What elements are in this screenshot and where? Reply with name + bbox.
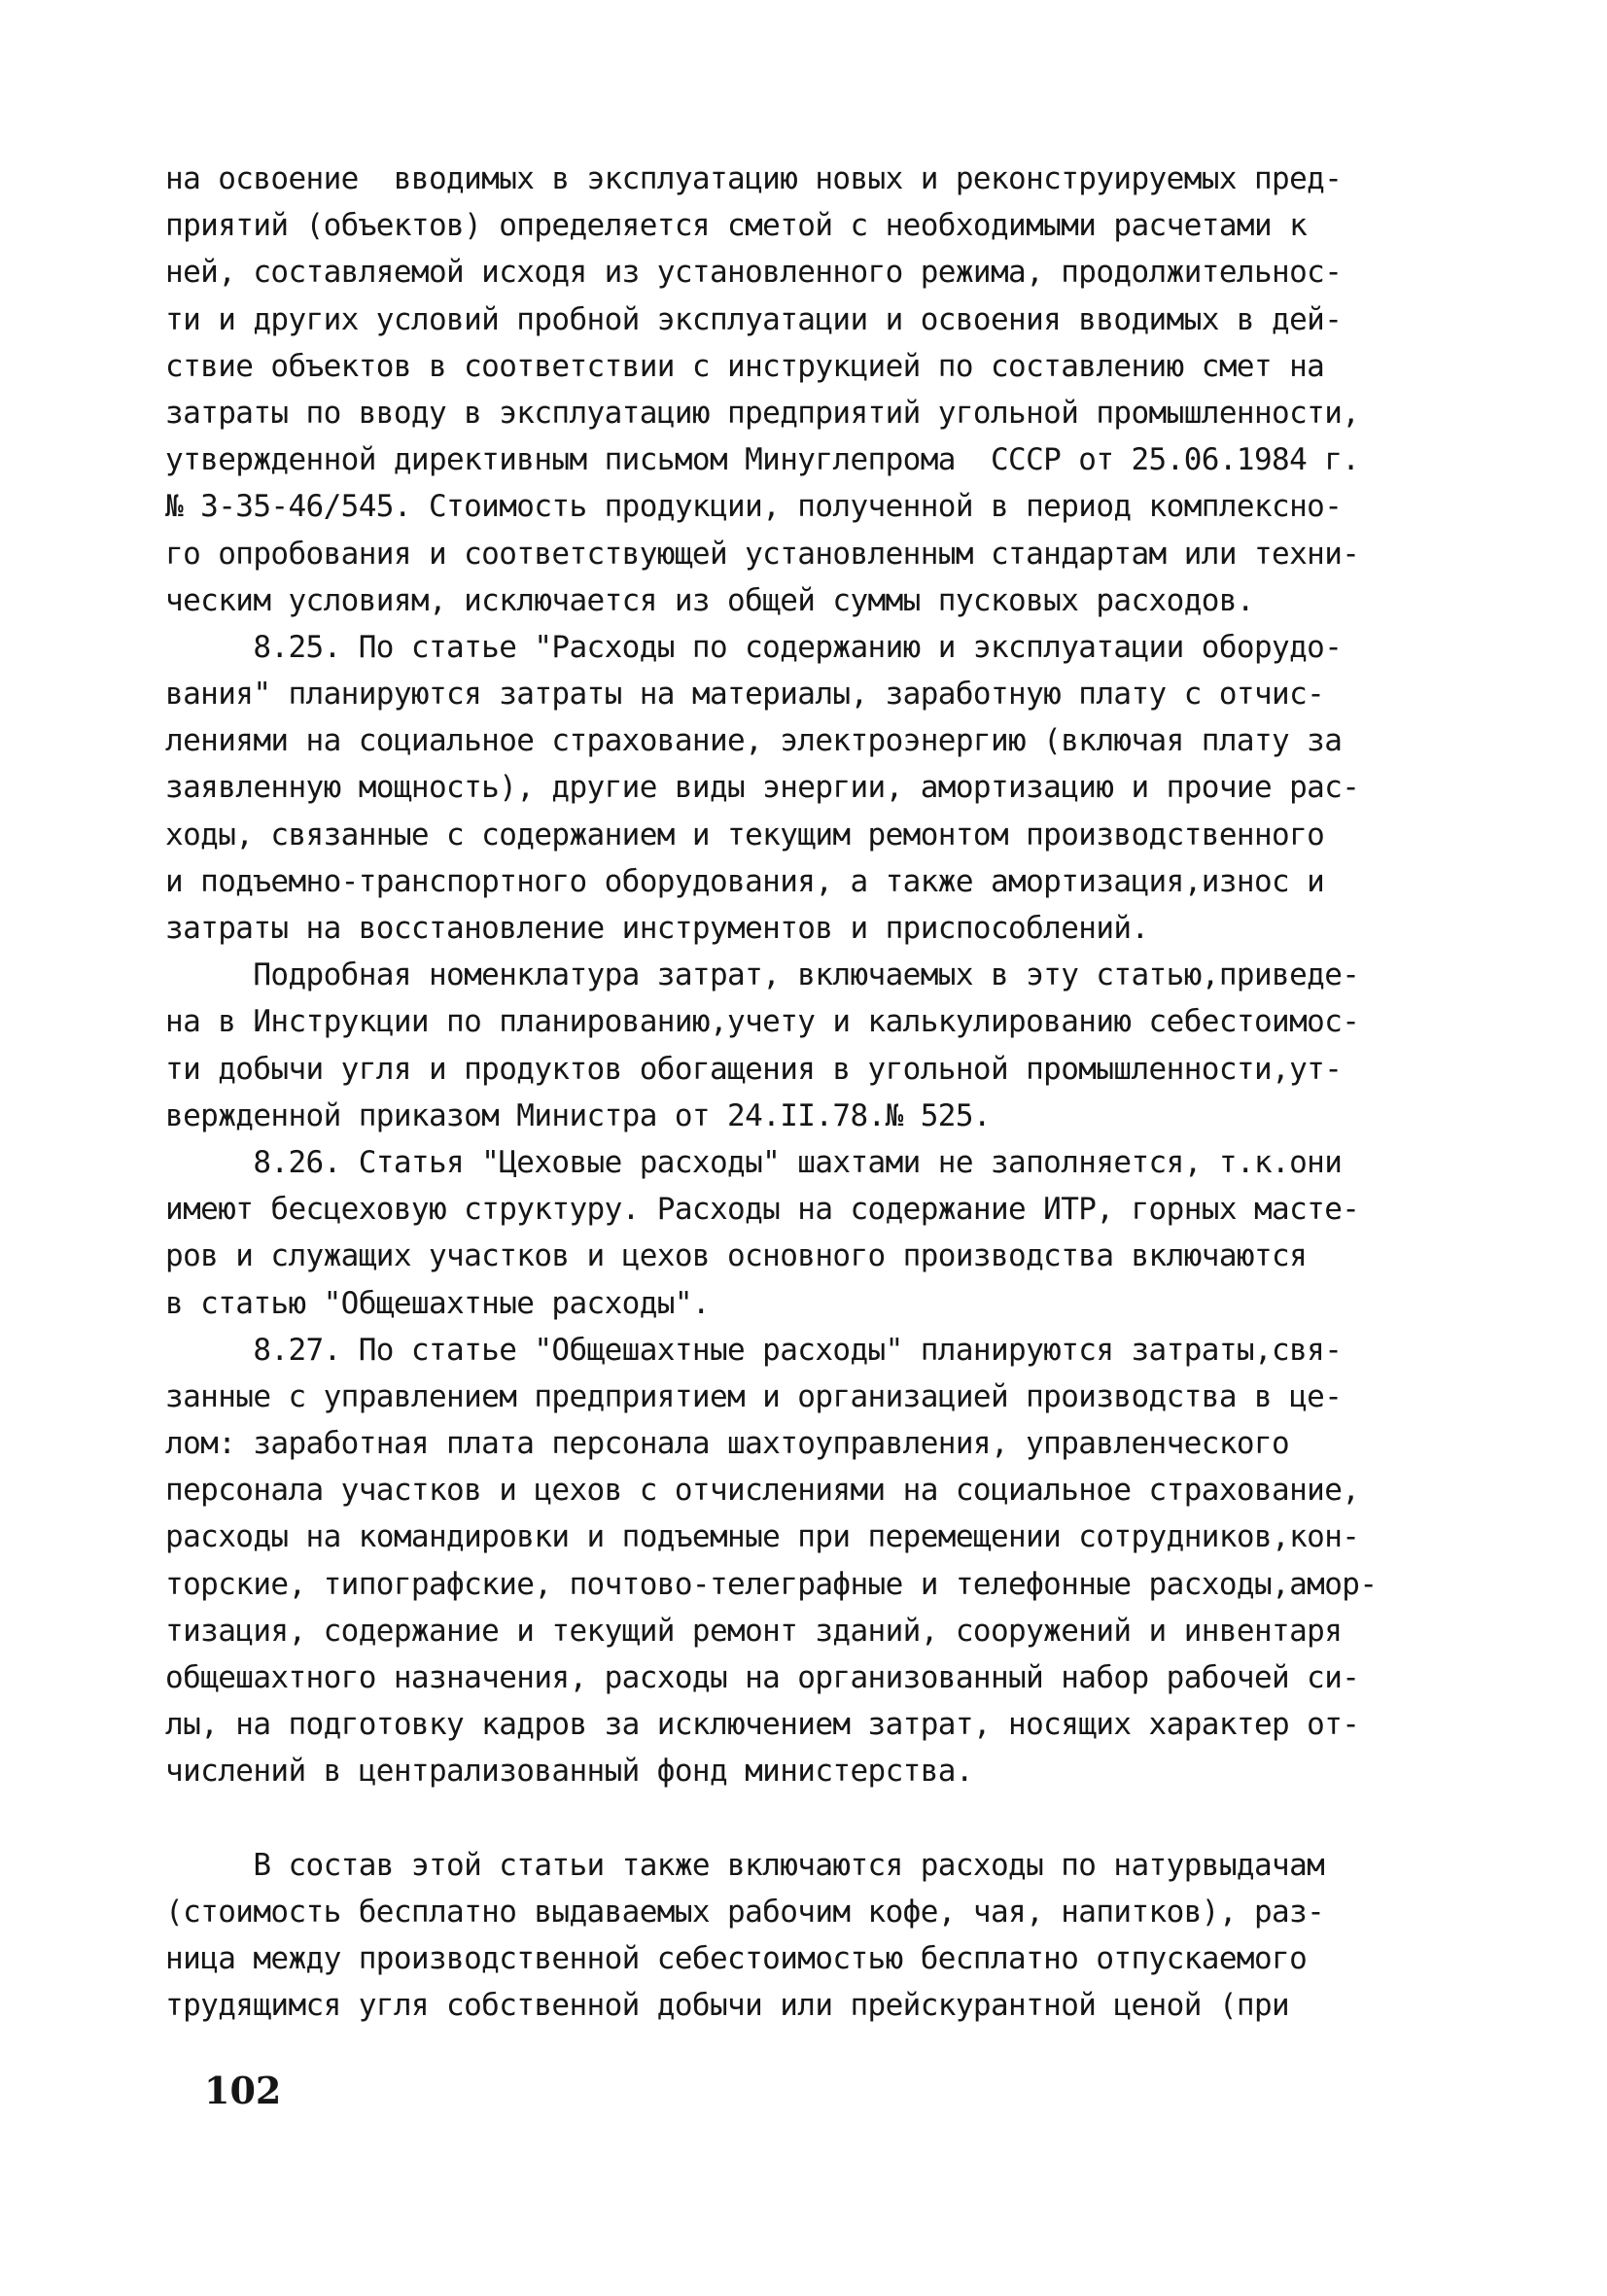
body-text: [165, 156, 1526, 2030]
text-line: затраты на восстановление инструментов и приспособлений.: [165, 911, 1149, 946]
text-line: трудящимся угля собственной добычи или прейскурантной ценой (при: [165, 1988, 1290, 2024]
text-line: на освоение вводимых в эксплуатацию новых и реконструируемых пред-: [165, 161, 1343, 196]
text-line: лениями на социальное страхование, электроэнергию (включая плату за: [165, 723, 1343, 759]
text-line: В состав этой статьи также включаются расходы по натурвыдачам: [165, 1847, 1325, 1883]
text-line: 8.26. Статья "Цеховые расходы" шахтами не заполняется, т.к.они: [165, 1144, 1343, 1180]
text-line: 8.27. По статье "Общешахтные расходы" планируются затраты,свя-: [165, 1332, 1343, 1368]
text-line: ти и других условий пробной эксплуатации и освоения вводимых в дей-: [165, 301, 1343, 337]
text-line: вержденной приказом Министра от 24.II.78.№ 525.: [165, 1097, 991, 1133]
text-line: затраты по вводу в эксплуатацию предприятий угольной промышленности,: [165, 395, 1360, 431]
page-number: 102: [204, 2069, 282, 2112]
text-line: [165, 1795, 1526, 1842]
text-line: ров и служащих участков и цехов основного производства включаются: [165, 1238, 1308, 1274]
text-line: № 3-35-46/545. Стоимость продукции, полученной в период комплексно-: [165, 489, 1343, 525]
text-line: ти добычи угля и продуктов обогащения в угольной промышленности,ут-: [165, 1051, 1343, 1087]
text-line: лом: заработная плата персонала шахтоуправления, управленческого: [165, 1426, 1290, 1462]
text-line: приятий (объектов) определяется сметой с необходимыми расчетами к: [165, 208, 1308, 244]
text-line: занные с управлением предприятием и организацией производства в це-: [165, 1378, 1343, 1414]
text-line: персонала участков и цехов с отчислениями на социальное страхование,: [165, 1473, 1360, 1509]
text-line: заявленную мощность), другие виды энергии, амортизацию и прочие рас-: [165, 770, 1360, 806]
text-line: ней, составляемой исходя из установленного режима, продолжительнос-: [165, 255, 1343, 291]
text-line: утвержденной директивным письмом Минуглепрома СССР от 25.06.1984 г.: [165, 442, 1360, 478]
text-line: тизация, содержание и текущий ремонт зданий, сооружений и инвентаря: [165, 1613, 1343, 1649]
text-line: ствие объектов в соответствии с инструкцией по составлению смет на: [165, 348, 1325, 384]
text-line: на в Инструкции по планированию,учету и калькулированию себестоимос-: [165, 1004, 1360, 1040]
text-line: имеют бесцеховую структуру. Расходы на содержание ИТР, горных масте-: [165, 1192, 1360, 1228]
text-line: Подробная номенклатура затрат, включаемых в эту статью,приведе-: [165, 957, 1360, 993]
text-line: го опробования и соответствующей установленным стандартам или техни-: [165, 536, 1360, 572]
text-line: ница между производственной себестоимостью бесплатно отпускаемого: [165, 1941, 1308, 1977]
text-line: (стоимость бесплатно выдаваемых рабочим кофе, чая, напитков), раз-: [165, 1894, 1325, 1930]
text-line: лы, на подготовку кадров за исключением затрат, носящих характер от-: [165, 1707, 1360, 1743]
text-line: и подъемно-транспортного оборудования, а также амортизация,износ и: [165, 863, 1325, 899]
text-line: числений в централизованный фонд министерства.: [165, 1754, 973, 1790]
text-line: общешахтного назначения, расходы на организованный набор рабочей си-: [165, 1660, 1360, 1695]
text-line: 8.25. По статье "Расходы по содержанию и эксплуатации оборудо-: [165, 629, 1343, 665]
text-line: расходы на командировки и подъемные при перемещении сотрудников,кон-: [165, 1519, 1360, 1555]
text-line: в статью "Общешахтные расходы".: [165, 1285, 710, 1321]
text-line: ческим условиям, исключается из общей суммы пусковых расходов.: [165, 582, 1254, 618]
text-line: вания" планируются затраты на материалы, заработную плату с отчис-: [165, 677, 1325, 713]
text-line: ходы, связанные с содержанием и текущим ремонтом производственного: [165, 817, 1325, 852]
text-line: торские, типографские, почтово-телеграфные и телефонные расходы,амор-: [165, 1566, 1378, 1602]
